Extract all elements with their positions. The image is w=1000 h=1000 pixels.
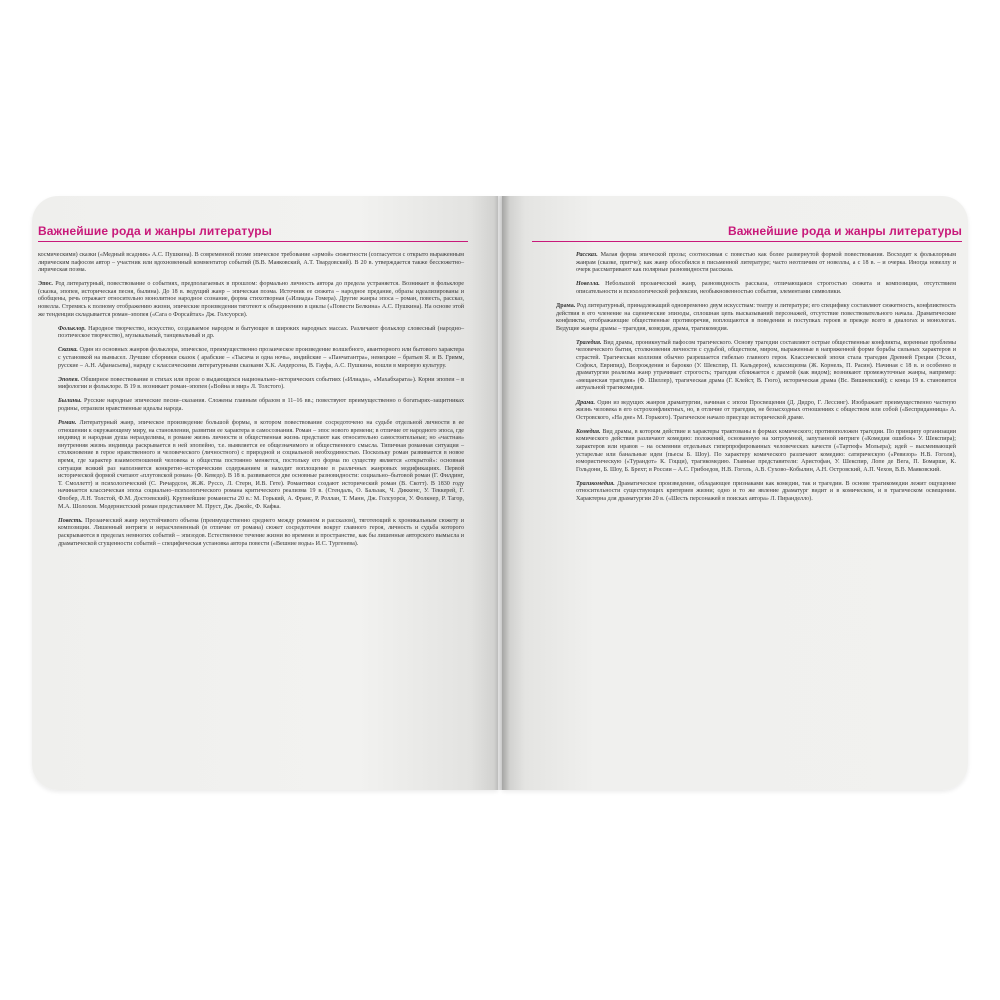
paragraph (576, 281, 956, 296)
paragraph (556, 303, 956, 333)
paragraph (58, 518, 464, 548)
paragraph (58, 347, 464, 370)
right-page (502, 196, 968, 790)
paragraph-text: Русские народные эпические песни–сказания. Сложены главным образом в 11–16 вв.; повествуют преимущественно о богатырях–защитниках родины, отразили нравственные идеалы народа. (58, 398, 464, 412)
term-heading: Эпопея. (58, 376, 80, 383)
page-header-left: Важнейшие рода и жанры литературы (38, 224, 468, 242)
paragraph-text: Род литературный, повествование о событиях, предполагаемых в прошлом: формально личность автора до предела устраняется. Возникает в фольклоре (сказка, эпопея, историческая песня, былина). До 18 в. ведущий жанр – эпическая поэма. Источник ее сюжета – народное предание, образы идеализированы и обобщены, речь отражает относительно монолитное народное сознание, форма стихотворная («Илиада» Гомера). Другие жанры эпоса – роман, повесть, рассказ, новелла. Стремясь к полному отображению жизни, эпические произведения тяготеют к объединению в циклы («Повести Белкина» А.С. Пушкина). На основе этой же тенденции складывается роман–эпопея («Сага о Форсайтах» Дж. Голсуорси). (38, 281, 464, 318)
term-heading: Трагикомедия. (576, 480, 615, 487)
paragraph-text: Малая форма эпической прозы; соотносимая с повестью как более развернутой формой повествования. Восходит к фольклорным жанрам (сказке, притче); как жанр обособился в письменной литературе; часто неотличим от новеллы, а с 18 в. – и очерка. Иногда новеллу и очерк рассматривают как полярные разновидности рассказа. (576, 252, 956, 274)
book-gutter (494, 196, 510, 790)
term-heading: Драма. (576, 399, 596, 406)
term-heading: Трагедия. (576, 339, 602, 346)
paragraph (38, 252, 464, 275)
paragraph-text: Род литературный, принадлежащий одновременно двум искусствам: театру и литературе; его специфику составляют сюжетность, конфликтность действия в его членение на сценические эпизоды, сплошная цепь высказываний персонажей, отсутствие повествовательного начала. Драматические конфликты, отображающие общественные противоречия, воплощаются в поведении и поступках героев и прежде всего в диалогах и монологах. Ведущие жанры драмы – трагедия, комедия, драма, трагикомедия. (556, 302, 956, 332)
paragraph (576, 340, 956, 393)
term-heading: Фольклор. (58, 325, 86, 332)
paragraph-text: Один из ведущих жанров драматургии, начиная с эпохи Просвещения (Д. Дидро, Г. Лессинг). Изображает преимущественно частную жизнь человека в его острохонфликтных, но, в отличие от трагедии, не безысходных отношениях с обществом или собой («Бесприданница» А. Островского, «На дне» М. Горького). Трагическое начало присуще исторической драме. (576, 399, 956, 421)
paragraph-text: Литературный жанр, эпическое произведение большой формы, в котором повествование сосредоточено на судьбе отдельной личности в ее отношении к окружающему миру, на становлении, развитии ее характера и самосознания. Роман – эпос нового времени; в отличие от народного эпоса, где индивид и народная душа неразделимы, в романе жизнь личности и общественная жизнь предстают как относительно самостоятельные; но «частная» внутренняя жизнь индивида раскрывается в ней эпопейно, т.е. выявляется ее общезначимого и общественного смысла. Типичная романная ситуация – столкновение в герое нравственного и человеческого (личностного) с природной и социальной необходимостью. Поскольку роман развивается в новое время, где характер взаимоотношений человека и общества постоянно меняется, постольку его форма по существу является «открытой»: основная ситуация всякий раз наполняется конкретно–историческим содержанием и находит воплощение в различных жанровых модификациях. Первой исторической формой считают «плутовской роман» (Ф. Кеведо). В 18 в. развиваются две основные разновидности: социально–бытовой роман (Г. Филдинг, Т. Смоллетт) и психологический (С. Ричардсон, Ж.Ж. Руссо, Л. Стерн, И.В. Гете). Романтики создают исторический роман (В. Скотт). В 1830 году начинается классическая эпоха социально–психологического романа критического реализма 19 в. (Стендаль, О. Бальзак, Ч. Диккенс, У. Теккерей, Г. Флобер, Л.Н. Толстой, Ф.М. Достоевский). Крупнейшие романисты 20 в.: М. Горький, А. Франс, Р. Роллан, Т. Манн, Дж. Голсуорси, У. Фолкнер, Р. Тагор, М.А. Шолохов. Модернистский роман представляют М. Пруст, Дж. Джойс, Ф. Кафка. (58, 420, 464, 510)
term-heading: Новелла. (576, 281, 600, 288)
term-heading: Драма. (556, 302, 576, 309)
term-heading: Комедия. (576, 428, 601, 435)
term-heading: Сказка. (58, 347, 78, 354)
paragraph (38, 281, 464, 319)
paragraph-text: космическими) сказки («Медный всадник» А.С. Пушкина). В современной поэме эпическое требование «эрмой» сюжетности (согласуется с открыто выраженным лирическим пафосом автор – участник или вдохновенный комментатор событий (В.В. Маяковский, А.Т. Твардовский). В 20 в. утверждается также бессюжетно–лирическая поэма. (38, 252, 464, 274)
paragraph-text: Вид драмы, в котором действие и характеры трактованы в формах комического; противоположен трагедии. По принципу организации комического действия различают комедию: положений, основанную на хитроумной, запутанной интриге («Комедия ошибок» У. Шекспира); характеров или нравов – на осмеянии отдельных гиперпрофированных человеческих качеств («Тартюф» Мольера); идей – высмеивающей устарелые или банальные идеи (пьесы Б. Шоу). По характеру комического различают комедию: сатирическую («Ревизор» Н.В. Гоголя), юмористическую («Турандот» К. Гоцци), трагикомедию. Главные представители: Аристофан, У. Шекспир, Лопе де Вега, П. Бомарше, К. Гольдони, Б. Шоу, Б. Брехт; в России – А.С. Грибоедов, Н.В. Гоголь, А.В. Сухово–Кобылин, А.Н. Островский, А.П. Чехов, В.В. Маяковский. (576, 428, 956, 473)
paragraph (58, 377, 464, 392)
paragraph (576, 429, 956, 475)
paragraph-text: Драматическое произведение, обладающее признаками как комедии, так и трагедии. В основе трагикомедии лежит ощущение относительности существующих критериев жизни; одно и то же явление драматург видит и в комическом, и в трагическом освещении. Характерна для драматургии 20 в. («Шесть персонажей в поисках автора» Л. Пиранделло). (576, 480, 956, 503)
right-page-text (556, 252, 956, 510)
paragraph-text: Прозаический жанр неустойчивого объема (преимущественно среднего между романом и рассказом), тяготеющий к хроникальным сюжету и композиции. Лишенный интриги и нерасчлененный (в отличие от романа) сюжет сосредоточен вокруг главного героя, личность и судьба которого раскрываются в пределах немногих событий – эпизодов. Естественное течение жизни во времени и пространстве, как бы лишенные авторского вымысла и драматической сгущенности событий – специфическая установка автора повести («Вешние воды» И.С. Тургенева). (58, 517, 464, 547)
paragraph (58, 398, 464, 413)
left-page (32, 196, 498, 790)
paragraph (58, 420, 464, 511)
paragraph-text: Обширное повествование в стихах или прозе о выдающихся национально–исторических событиях («Илиада», «Махабхарата»). Корни эпопеи – в мифологии и фольклоре. В 19 в. возникает роман–эпопея («Война и мир» Л. Толстого). (58, 376, 464, 391)
paragraph (576, 400, 956, 423)
term-heading: Роман. (58, 420, 77, 427)
paragraph-text: Небольшой прозаический жанр, разновидность рассказа, отличающаяся строгостью сюжета и композиции, отсутствием описательности и психологической рефлексии, необыкновенностью события, элементами символики. (576, 281, 956, 295)
paragraph-text: Вид драмы, проникнутый пафосом трагического. Основу трагедии составляют острые общественные конфликты, коренные проблемы человеческого бытия, столкновения личности с судьбой, обществом, миром, выраженные в напряженной форме борьбы сильных характеров и страстей. Трагическая коллизия обычно разрешается гибелью главного героя. Классической эпохи стала трагедия Древней Греции (Эсхил, Софокл, Еврипид), Возрождения и барокко (У. Шекспир, П. Кальдерон), классицизма (Ж. Корнель, П. Расин). Начиная с 18 в. и особенно в драматургии реализма жанр утрачивает строгость; трагедия сближается с драмой (как видом); возникают промежуточные жанры, например: «мещанская трагедия» (Ф. Шиллер), трагическая драма (Г. Клейст, В. Гюго), историческая драма (Вс. Вишневский); с конца 19 в. становится актуальной трагикомедия. (576, 339, 956, 392)
book-spread (32, 196, 968, 790)
term-heading: Былины. (58, 398, 82, 405)
paragraph (58, 326, 464, 341)
paragraph-text: Один из основных жанров фольклора, эпическое, преимущественно прозаическое произведение волшебного, авантюрного или бытового характера с установкой на вымысел. Лучшие сборники сказок ( арабские – «Тысяча и одна ночь», индийские – «Панчатантра», немецкие – братьев Я. и В. Гримм, русские – А.Н. Афанасьева), наряду с классическими литературными сказками Х.К. Андерсена, В. Гауфа, А.С. Пушкина, вошли в мировую культуру. (58, 347, 464, 369)
term-heading: Эпос. (38, 281, 53, 288)
paragraph (576, 481, 956, 504)
page-header-right: Важнейшие рода и жанры литературы (532, 224, 962, 242)
term-heading: Рассказ. (576, 252, 598, 258)
paragraph-text: Народное творчество, искусство, создаваемое народом и бытующее в широких народных массах. Различают фольклор словесный (народно–поэтическое творчество), музыкальный, танцевальный и др. (58, 325, 464, 340)
paragraph (576, 252, 956, 275)
left-page-text (38, 252, 464, 555)
term-heading: Повесть. (58, 517, 83, 524)
